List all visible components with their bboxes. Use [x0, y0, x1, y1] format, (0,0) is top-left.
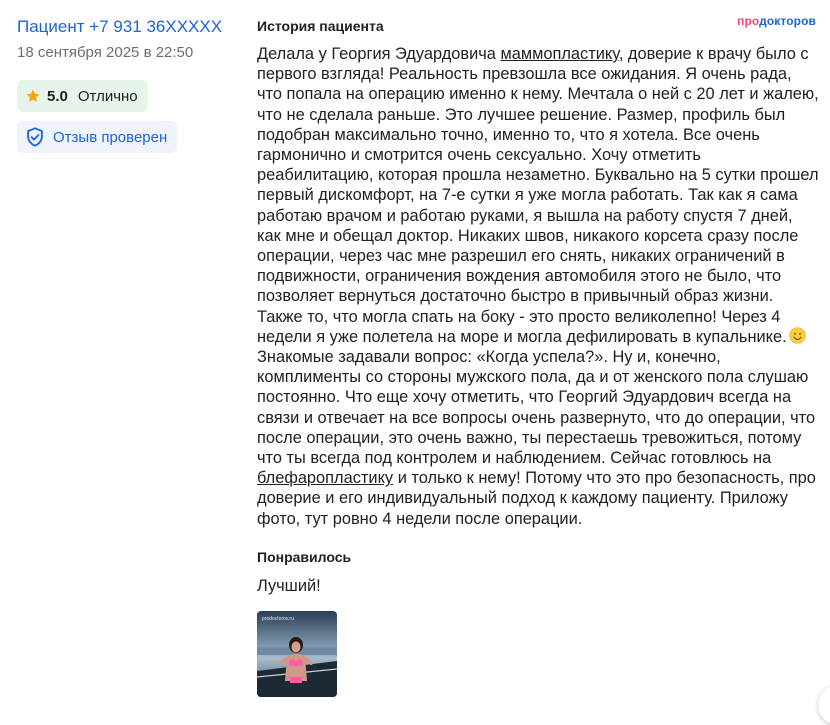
review-text: Делала у Георгия Эдуардовича маммопластику, доверие к врачу было с первого взгляда! Реальность превзошла все ожидания. Я очень рада, что попала на операцию именно к нему. Мечтала о ней с 20 лет и жалею, что не сделала раньше. Это лучшее решение. Размер, профиль был подобран максимально точно, именно то, что я хотела. Все очень гармонично и смотрится очень сексуально. Хочу отметить реабилитацию, которая прошла незаметно. Буквально на 5 сутки прошел первый дискомфорт, на 7-е сутки я уже могла работать. Так как я сама работаю врачом и работаю руками, я вышла на работу спустя 7 дней, как мне и обещал доктор. Никаких швов, никакого корсета сразу после операции, через час мне разрешил его снять, никаких ограничений в подвижности, ограничения вождения автомобиля этого не было, что позволяет вернуться достаточно быстро в привычный образ жизни. Также то, что могла спать на боку - это просто великолепно! Через 4 недели я уже полетела на море и могла дефилировать в купальнике. Знакомые задавали вопрос: «Когда успела?». Ну и, конечно, комплименты со стороны мужского пола, да и от женского пола слушаю постоянно. Что еще хочу отметить, что Георгий Эдуардович всегда на связи и отвечает на все вопросы очень развернуто, что до операции, что после операции, это очень важно, ты перестаешь тревожиться, потому что ты всегда под контролем и наблюдением. Сейчас готовлюсь на блефаропластику и только к нему! Потому что это про безопасность, про доверие и его индивидуальный подход к каждому пациенту. Приложу фото, тут ровно 4 недели после операции.	[257, 45, 819, 528]
photo-watermark: prodoctorov.ru	[262, 615, 294, 622]
procedure-link-mammoplasty[interactable]: маммопластику	[500, 45, 619, 63]
brand-logo[interactable]: продокторов	[737, 14, 816, 28]
verified-label: Отзыв проверен	[53, 128, 168, 146]
liked-text: Лучший!	[257, 576, 321, 595]
author-link[interactable]: Пациент +7 931 36XXXXX	[17, 17, 223, 36]
rating-score: 5.0	[47, 87, 68, 105]
review-date: 18 сентября 2025 в 22:50	[17, 44, 194, 61]
review-meta	[17, 16, 242, 153]
procedure-link-blepharoplasty[interactable]: блефаропластику	[257, 469, 394, 488]
liked-title: Понравилось	[257, 548, 352, 565]
shield-check-icon	[24, 126, 46, 148]
rating-badge	[17, 80, 148, 112]
star-icon	[25, 88, 41, 104]
smile-emoji-icon	[789, 327, 806, 344]
review-photo-thumbnail[interactable]	[257, 611, 337, 697]
verified-badge[interactable]	[17, 121, 177, 153]
rating-label: Отлично	[77, 87, 138, 105]
section-title: История пациента	[257, 18, 384, 34]
review-body	[257, 16, 820, 697]
